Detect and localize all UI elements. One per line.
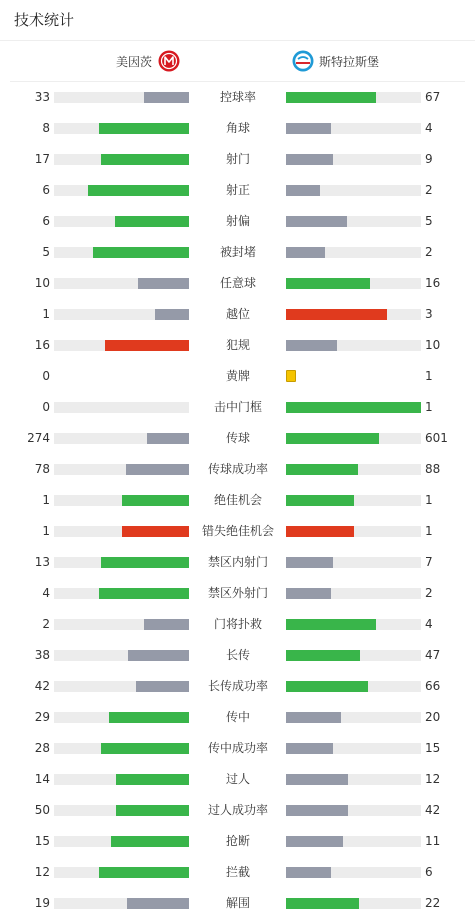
away-bar-fill: [286, 836, 343, 847]
home-bar-track: [54, 247, 189, 258]
home-value: 1: [42, 307, 50, 321]
away-bar-track: [286, 774, 421, 785]
away-bar-track: [286, 92, 421, 103]
away-bar-fill: [286, 743, 333, 754]
home-bar-fill: [122, 495, 190, 506]
away-bar-fill: [286, 340, 337, 351]
away-bar-track: [286, 898, 421, 909]
away-value: 1: [425, 369, 433, 383]
away-bar-fill: [286, 309, 387, 320]
away-team-name: 斯特拉斯堡: [319, 54, 380, 69]
home-bar-fill: [101, 743, 189, 754]
away-bar-track: [286, 712, 421, 723]
home-bar-fill: [138, 278, 189, 289]
away-value: 15: [425, 741, 441, 755]
stat-label: 抢断: [225, 834, 250, 848]
away-bar-fill: [286, 619, 376, 630]
away-value: 6: [425, 865, 433, 879]
stat-row: [0, 113, 475, 144]
stat-label: 射偏: [225, 214, 250, 228]
away-value: 1: [425, 493, 433, 507]
away-bar-track: [286, 867, 421, 878]
home-team-name: 美因茨: [115, 54, 152, 69]
stat-row: [0, 516, 475, 547]
away-bar-track: [286, 154, 421, 165]
away-value: 12: [425, 772, 441, 786]
away-value: 1: [425, 400, 433, 414]
away-bar-track: [286, 743, 421, 754]
stat-label: 任意球: [219, 276, 256, 290]
home-bar-track: [54, 588, 189, 599]
away-value: 16: [425, 276, 441, 290]
home-bar-track: [54, 712, 189, 723]
stat-label: 越位: [225, 307, 250, 321]
stat-row: [0, 826, 475, 857]
home-bar-fill: [128, 650, 189, 661]
stat-row: [0, 206, 475, 237]
home-bar-fill: [115, 216, 189, 227]
stat-label: 传中成功率: [207, 741, 268, 755]
away-bar-fill: [286, 216, 347, 227]
home-bar-track: [54, 681, 189, 692]
stat-row: [0, 671, 475, 702]
stat-label: 解围: [225, 896, 250, 910]
away-bar-fill: [286, 774, 348, 785]
away-bar-fill: [286, 526, 354, 537]
home-bar-track: [54, 123, 189, 134]
away-bar-fill: [286, 247, 325, 258]
away-value: 88: [425, 462, 441, 476]
stat-row: [0, 857, 475, 888]
home-bar-track: [54, 278, 189, 289]
home-bar-fill: [155, 309, 189, 320]
home-bar-track: [54, 557, 189, 568]
away-value: 22: [425, 896, 441, 910]
home-bar-fill: [111, 836, 189, 847]
away-value: 47: [425, 648, 441, 662]
away-bar-track: [286, 557, 421, 568]
stat-row: [0, 237, 475, 268]
stat-row: [0, 702, 475, 733]
home-bar-fill: [93, 247, 189, 258]
home-value: 28: [34, 741, 50, 755]
stat-row: [0, 609, 475, 640]
away-bar-fill: [286, 402, 421, 413]
away-bar-track: [286, 681, 421, 692]
home-bar-fill: [116, 774, 189, 785]
stat-row: [0, 547, 475, 578]
away-value: 5: [425, 214, 433, 228]
away-value: 42: [425, 803, 441, 817]
stat-label: 被封堵: [219, 245, 256, 259]
home-team[interactable]: [116, 41, 180, 81]
stat-row: [0, 454, 475, 485]
home-value: 19: [34, 896, 50, 910]
home-bar-fill: [144, 92, 189, 103]
home-bar-track: [54, 743, 189, 754]
stat-label: 击中门框: [213, 400, 262, 414]
stat-label: 绝佳机会: [213, 493, 262, 507]
home-bar-fill: [136, 681, 189, 692]
stat-row: [0, 485, 475, 516]
stat-label: 门将扑救: [213, 617, 262, 631]
away-value: 67: [425, 90, 441, 104]
away-bar-fill: [286, 650, 360, 661]
home-bar-track: [54, 495, 189, 506]
stat-row: [0, 361, 475, 392]
stat-label: 禁区外射门: [207, 586, 268, 600]
away-value: 9: [425, 152, 433, 166]
away-bar-fill: [286, 867, 331, 878]
stat-label: 错失绝佳机会: [201, 524, 274, 538]
away-bar-track: [286, 185, 421, 196]
home-bar-track: [54, 650, 189, 661]
away-bar-track: [286, 402, 421, 413]
home-bar-track: [54, 92, 189, 103]
away-bar-track: [286, 216, 421, 227]
home-bar-track: [54, 898, 189, 909]
away-bar-track: [286, 340, 421, 351]
away-value: 601: [425, 431, 448, 445]
stat-label: 传球成功率: [207, 462, 268, 476]
stat-row: [0, 795, 475, 826]
away-bar-track: [286, 464, 421, 475]
away-value: 66: [425, 679, 441, 693]
stat-row: [0, 175, 475, 206]
away-bar-track: [286, 619, 421, 630]
home-value: 0: [42, 400, 50, 414]
away-bar-fill: [286, 557, 333, 568]
stat-row: [0, 888, 475, 919]
stat-row: [0, 144, 475, 175]
away-team[interactable]: [292, 41, 379, 81]
stat-label: 黄牌: [225, 369, 250, 383]
away-bar-track: [286, 123, 421, 134]
stat-row: [0, 392, 475, 423]
home-value: 38: [34, 648, 50, 662]
home-value: 33: [34, 90, 50, 104]
stat-label: 射正: [225, 183, 250, 197]
home-value: 10: [34, 276, 50, 290]
stat-row: [0, 82, 475, 113]
away-bar-fill: [286, 433, 379, 444]
home-bar-fill: [105, 340, 189, 351]
home-value: 6: [42, 214, 50, 228]
section-title: 技术统计: [14, 11, 75, 29]
home-value: 50: [34, 803, 50, 817]
away-bar-fill: [286, 92, 376, 103]
home-value: 42: [34, 679, 50, 693]
away-value: 2: [425, 245, 433, 259]
home-value: 78: [34, 462, 50, 476]
stat-label: 禁区内射门: [207, 555, 268, 569]
home-bar-fill: [144, 619, 189, 630]
stat-label: 犯规: [225, 338, 250, 352]
away-value: 10: [425, 338, 441, 352]
home-value: 0: [42, 369, 50, 383]
away-bar-track: [286, 650, 421, 661]
home-bar-fill: [127, 898, 189, 909]
stat-label: 传球: [225, 431, 250, 445]
away-value: 2: [425, 586, 433, 600]
away-value: 11: [425, 834, 441, 848]
home-value: 274: [27, 431, 50, 445]
teams-row: [10, 41, 465, 82]
away-bar-track: [286, 309, 421, 320]
away-value: 4: [425, 121, 433, 135]
home-value: 29: [34, 710, 50, 724]
home-value: 16: [34, 338, 50, 352]
away-value: 2: [425, 183, 433, 197]
home-value: 14: [34, 772, 50, 786]
away-value: 20: [425, 710, 441, 724]
stat-label: 过人: [225, 772, 250, 786]
home-value: 6: [42, 183, 50, 197]
stat-label: 控球率: [219, 90, 256, 104]
stat-label: 过人成功率: [207, 803, 268, 817]
stat-row: [0, 640, 475, 671]
away-team-logo-icon: [292, 50, 314, 72]
home-value: 13: [34, 555, 50, 569]
section-header: [0, 0, 475, 41]
away-bar-track: [286, 588, 421, 599]
stat-row: [0, 764, 475, 795]
away-bar-track: [286, 247, 421, 258]
stat-row: [0, 578, 475, 609]
away-bar-fill: [286, 154, 333, 165]
away-bar-track: [286, 278, 421, 289]
stat-row: [0, 423, 475, 454]
home-bar-fill: [99, 867, 189, 878]
stat-label: 射门: [225, 152, 250, 166]
home-value: 1: [42, 493, 50, 507]
home-bar-fill: [99, 123, 189, 134]
home-bar-fill: [101, 154, 189, 165]
home-value: 5: [42, 245, 50, 259]
stat-row: [0, 299, 475, 330]
stat-row: [0, 268, 475, 299]
home-bar-track: [54, 216, 189, 227]
home-bar-track: [54, 619, 189, 630]
home-bar-track: [54, 774, 189, 785]
home-bar-fill: [99, 588, 189, 599]
stat-label: 传中: [225, 710, 250, 724]
away-bar-fill: [286, 805, 348, 816]
home-team-logo-icon: [158, 50, 180, 72]
away-bar-track: [286, 836, 421, 847]
away-bar-track: [286, 433, 421, 444]
stat-label: 长传成功率: [207, 679, 268, 693]
away-bar-track: [286, 805, 421, 816]
stat-row: [0, 330, 475, 361]
away-value: 7: [425, 555, 433, 569]
home-bar-fill: [116, 805, 189, 816]
stat-label: 角球: [225, 121, 250, 135]
away-value: 1: [425, 524, 433, 538]
home-bar-fill: [147, 433, 189, 444]
away-bar-fill: [286, 588, 331, 599]
home-bar-track: [54, 154, 189, 165]
home-bar-track: [54, 340, 189, 351]
away-bar-fill: [286, 464, 358, 475]
away-value: 3: [425, 307, 433, 321]
away-bar-fill: [286, 495, 354, 506]
home-bar-track: [54, 309, 189, 320]
away-value: 4: [425, 617, 433, 631]
home-bar-fill: [109, 712, 189, 723]
home-value: 17: [34, 152, 50, 166]
away-bar-fill: [286, 123, 331, 134]
home-value: 15: [34, 834, 50, 848]
home-value: 4: [42, 586, 50, 600]
home-bar-fill: [122, 526, 190, 537]
home-bar-fill: [101, 557, 189, 568]
away-bar-fill: [286, 185, 320, 196]
away-bar-track: [286, 526, 421, 537]
home-bar-track: [54, 464, 189, 475]
away-bar-fill: [286, 278, 370, 289]
stats-list: [0, 82, 475, 919]
home-bar-track: [54, 433, 189, 444]
away-bar-track: [286, 495, 421, 506]
home-value: 8: [42, 121, 50, 135]
home-bar-track: [54, 185, 189, 196]
home-bar-track: [54, 867, 189, 878]
stat-label: 长传: [225, 648, 250, 662]
home-bar-track: [54, 836, 189, 847]
home-bar-track: [54, 805, 189, 816]
home-bar-track: [54, 402, 189, 413]
home-value: 12: [34, 865, 50, 879]
stat-row: [0, 733, 475, 764]
home-bar-track: [54, 526, 189, 537]
home-value: 1: [42, 524, 50, 538]
home-bar-fill: [88, 185, 189, 196]
home-bar-fill: [126, 464, 189, 475]
yellow-card-icon: [286, 370, 296, 382]
away-bar-fill: [286, 898, 359, 909]
stat-label: 拦截: [225, 865, 250, 879]
home-value: 2: [42, 617, 50, 631]
away-bar-fill: [286, 681, 368, 692]
away-bar-fill: [286, 712, 341, 723]
